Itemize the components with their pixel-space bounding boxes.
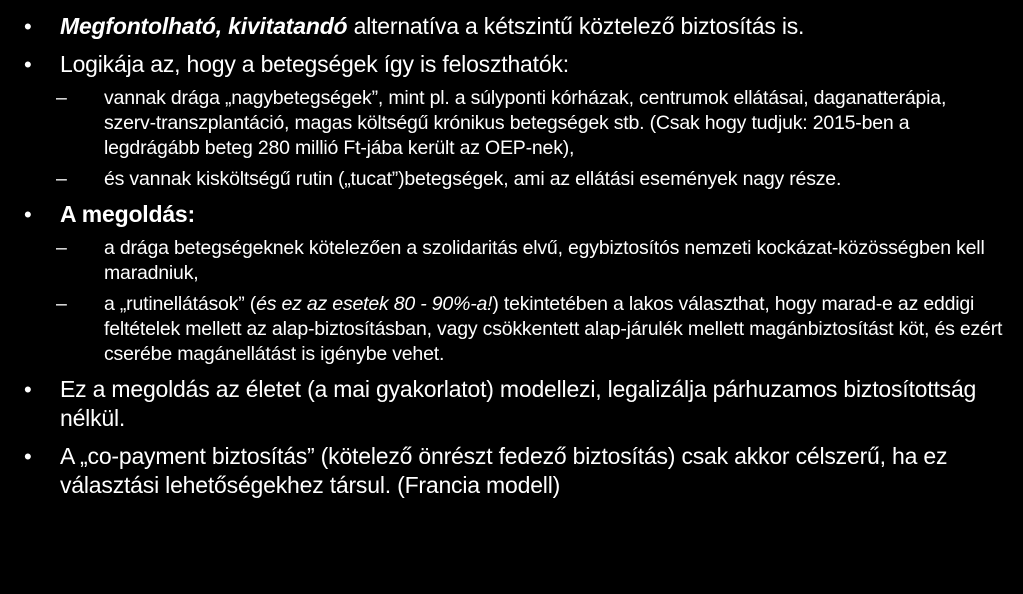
sub-item-3-1: [24, 236, 1003, 286]
item-3-text: A megoldás:: [60, 201, 195, 227]
bullet-icon: •: [24, 444, 32, 469]
sub-item-2-1: [24, 86, 1003, 161]
sub-item-2-1-text: vannak drága „nagybetegségek”, mint pl. a súlyponti kórházak, centrumok ellátásai, daganatterápia, szerv-transzplantáció, magas költségű krónikus betegségek stb. (Csak hogy tudjuk: 2015-ben a legdrágább beteg 280 millió Ft-jába került az OEP-nek),: [104, 87, 947, 159]
sub-item-3-2: [24, 292, 1003, 367]
bullet-icon: •: [24, 14, 32, 39]
dash-icon: –: [56, 87, 67, 109]
sub-item-2-2: [24, 167, 1003, 192]
item-1-lead: Megfontolható, kivitatandó: [60, 13, 348, 39]
dash-icon: –: [56, 168, 67, 190]
bullet-item-3: [24, 200, 1003, 229]
sub-item-3-1-text: a drága betegségeknek kötelezően a szolidaritás elvű, egybiztosítós nemzeti kockázat-közösségben kell maradniuk,: [104, 237, 985, 284]
dash-icon: –: [56, 237, 67, 259]
sub-item-3-2-text-a: a „rutinellátások” (: [104, 293, 257, 315]
sub-item-2-2-text: és vannak kisköltségű rutin („tucat”)betegségek, ami az ellátási események nagy része.: [104, 168, 842, 190]
bullet-icon: •: [24, 52, 32, 77]
bullet-item-1: [24, 12, 1003, 41]
sub-item-3-2-text-b: ) tekintetében a lakos választhat, hogy marad-e az eddigi feltételek mellett az alap-biztosításban, vagy csökkentett alap-járulék mellett magánbiztosítást köt, és ezért cserébe magánellátást is igénybe vehet.: [104, 293, 1003, 365]
sub-item-3-2-emphasis: és ez az esetek 80 - 90%-a!: [256, 293, 493, 315]
item-5-text: A „co-payment biztosítás” (kötelező önrészt fedező biztosítás) csak akkor célszerű, ha ez választási lehetőségekhez társul. (Francia modell): [60, 443, 948, 498]
dash-icon: –: [56, 293, 67, 315]
bullet-icon: •: [24, 202, 32, 227]
bullet-icon: •: [24, 377, 32, 402]
item-1-text: alternatíva a kétszintű köztelező biztosítás is.: [347, 13, 805, 39]
item-4-text: Ez a megoldás az életet (a mai gyakorlatot) modellezi, legalizálja párhuzamos biztosítottság nélkül.: [60, 376, 977, 431]
bullet-item-2: [24, 50, 1003, 79]
bullet-item-5: [24, 442, 1003, 500]
item-2-text: Logikája az, hogy a betegségek így is feloszthatók:: [60, 51, 569, 77]
bullet-item-4: [24, 375, 1003, 433]
